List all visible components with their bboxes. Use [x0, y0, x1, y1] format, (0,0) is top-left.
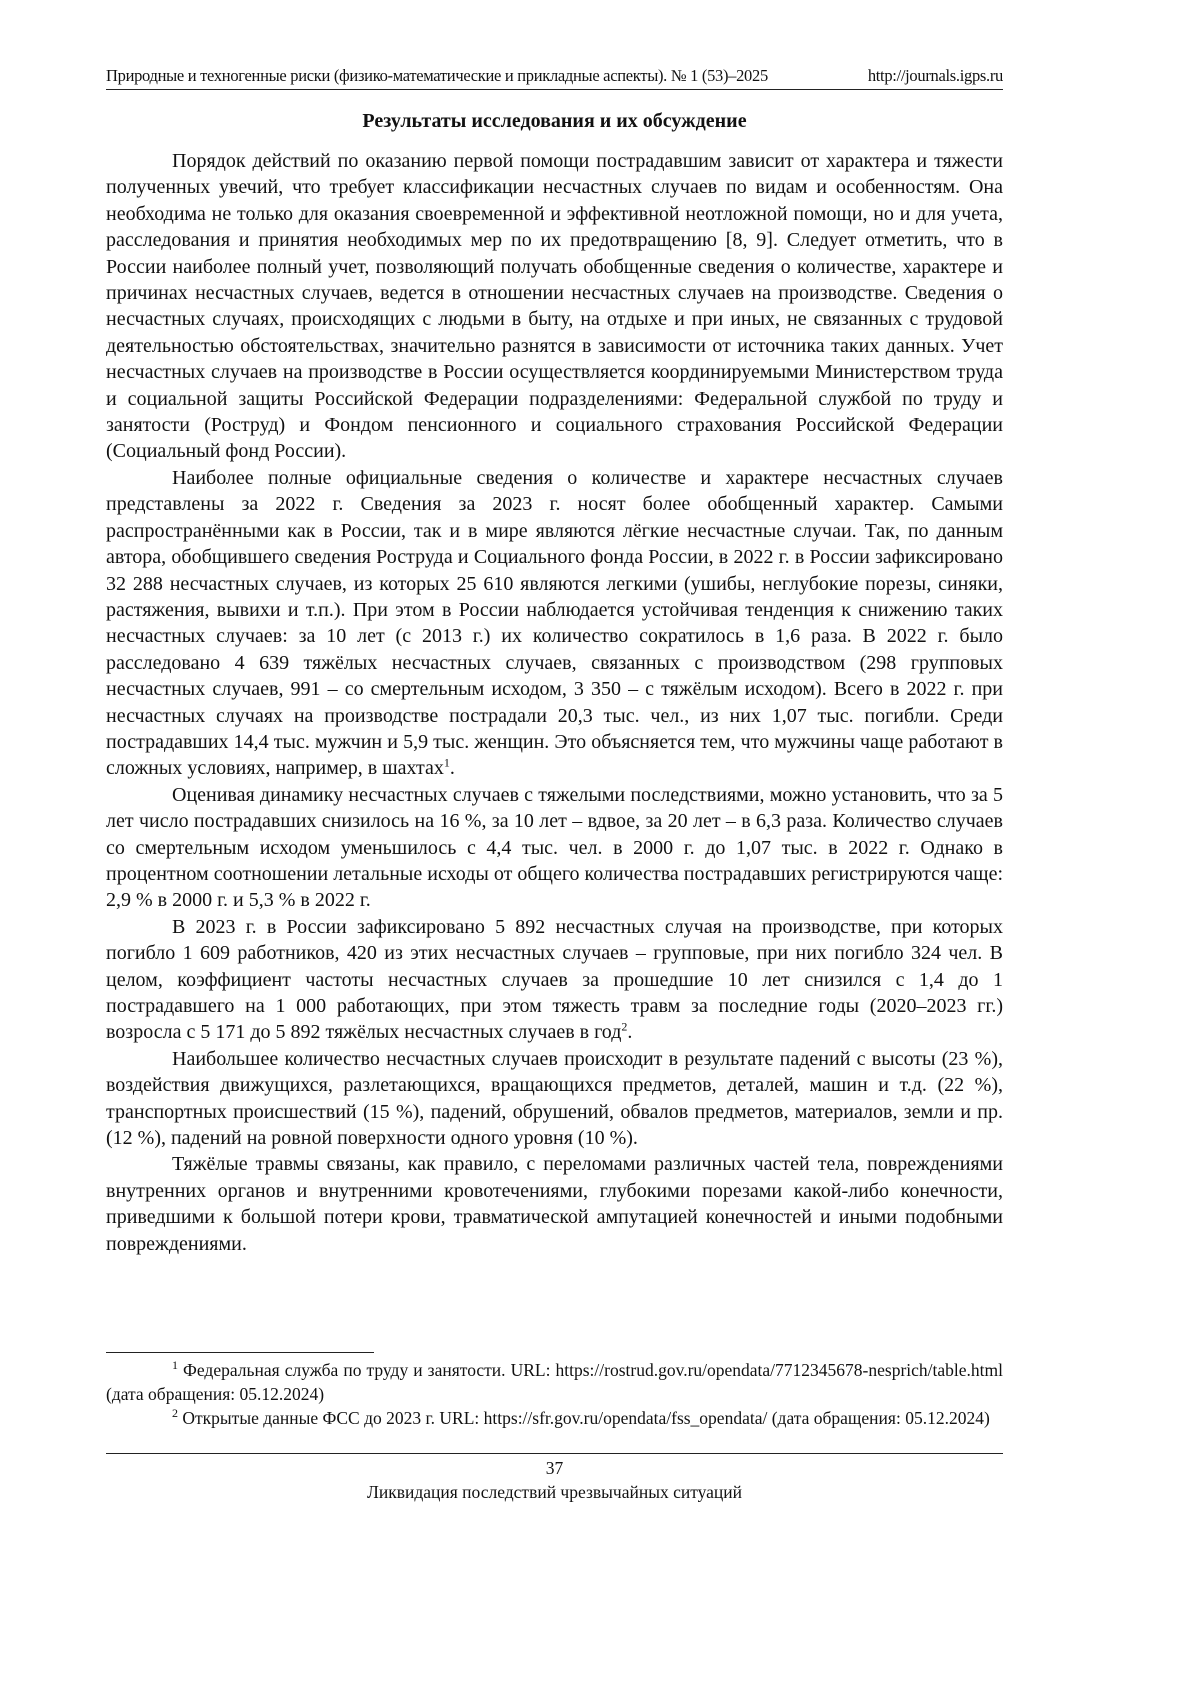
- running-header: [106, 66, 1003, 90]
- journal-title: Природные и техногенные риски (физико-математические и прикладные аспекты). № 1 (53)–2025: [106, 66, 768, 85]
- footnote-ref[interactable]: 1: [443, 755, 450, 770]
- paragraph-tail: .: [627, 1021, 633, 1044]
- page-number: 37: [545, 1458, 564, 1478]
- footnote-text: Открытые данные ФСС до 2023 г. URL: https://sfr.gov.ru/opendata/fss_opendata/ (дата обращения: 05.12.2024): [178, 1408, 990, 1428]
- footnote: [106, 1406, 1003, 1430]
- paragraph-text: Тяжёлые травмы связаны, как правило, с переломами различных частей тела, повреждениями внутренних органов и внутренними кровотечениями, глубокими порезами какой-либо конечности, приведшими к большой потери крови, травматической ампутацией конечностей и иными подобными повреждениями.: [106, 1153, 1003, 1255]
- body-text: [106, 148, 1003, 1257]
- footnote: [106, 1358, 1003, 1406]
- paragraph: [106, 782, 1003, 914]
- footnote-number: 1: [172, 1358, 178, 1373]
- paragraph-text: Порядок действий по оказанию первой помощи пострадавшим зависит от характера и тяжести полученных увечий, что требует классификации несчастных случаев по видам и особенностям. Она необходима не только для оказания своевременной и эффективной неотложной помощи, но и для учета, расследования и принятия необходимых мер по их предотвращению [8, 9]. Следует отметить, что в России наиболее полный учет, позволяющий получать обобщенные сведения о количестве, характере и причинах несчастных случаев, ведется в отношении несчастных случаев на производстве. Сведения о несчастных случаях, происходящих с людьми в быту, на отдыхе и при иных, не связанных с трудовой деятельностью обстоятельствах, значительно разнятся в зависимости от источника таких данных. Учет несчастных случаев на производстве в России осуществляется координируемыми Министерством труда и социальной защиты Российской Федерации подразделениями: Федеральной службой по труду и занятости (Роструд) и Фондом пенсионного и социального страхования Российской Федерации (Социальный фонд России).: [106, 150, 1003, 463]
- footer-section: Ликвидация последствий чрезвычайных ситуаций: [366, 1482, 743, 1502]
- paragraph-text: Наиболее полные официальные сведения о количестве и характере несчастных случаев представлены за 2022 г. Сведения за 2023 г. носят более обобщенный характер. Самыми распространёнными как в России, так и в мире являются лёгкие несчастные случаи. Так, по данным автора, обобщившего сведения Роструда и Социального фонда России, в 2022 г. в России зафиксировано 32 288 несчастных случаев, из которых 25 610 являются легкими (ушибы, неглубокие порезы, синяки, растяжения, вывихи и т.п.). При этом в России наблюдается устойчивая тенденция к снижению таких несчастных случаев: за 10 лет (с 2013 г.) их количество сократилось в 1,6 раза. В 2022 г. было расследовано 4 639 тяжёлых несчастных случаев, связанных с производством (298 групповых несчастных случаев, 991 – со смертельным исходом, 3 350 – с тяжёлым исходом). Всего в 2022 г. при несчастных случаях на производстве пострадали 20,3 тыс. чел., из них 1,07 тыс. погибли. Среди пострадавших 14,4 тыс. мужчин и 5,9 тыс. женщин. Это объясняется тем, что мужчины чаще работают в сложных условиях, например, в шахтах: [106, 466, 1003, 780]
- footnote-ref[interactable]: 2: [621, 1019, 628, 1034]
- paragraph-tail: .: [449, 757, 455, 780]
- page-footer: [106, 1453, 1003, 1504]
- section-title: Результаты исследования и их обсуждение: [362, 110, 747, 132]
- footnote-divider: [106, 1352, 374, 1353]
- paragraph-text: Оценивая динамику несчастных случаев с тяжелыми последствиями, можно установить, что за 5 лет число пострадавших снизилось на 16 %, за 10 лет – вдвое, за 20 лет – в 6,3 раза. Количество случаев со смертельным исходом уменьшилось с 4,4 тыс. чел. в 2000 г. до 1,07 тыс. в 2022 г. Однако в процентном соотношении летальные исходы от общего количества пострадавших регистрируются чаще: 2,9 % в 2000 г. и 5,3 % в 2022 г.: [106, 783, 1003, 912]
- paragraph: [106, 1046, 1003, 1152]
- footnote-number: 2: [172, 1406, 178, 1421]
- paragraph: [106, 914, 1003, 1046]
- paragraph: [106, 465, 1003, 782]
- footnote-text: Федеральная служба по труду и занятости. URL: https://rostrud.gov.ru/opendata/7712345678-nesprich/table.html (дата обращения: 05.12.2024): [106, 1360, 1003, 1404]
- paragraph-text: В 2023 г. в России зафиксировано 5 892 несчастных случая на производстве, при которых погибло 1 609 работников, 420 из этих несчастных случаев – групповые, при них погибло 324 чел. В целом, коэффициент частоты несчастных случаев за прошедшие 10 лет снизился с 1,4 до 1 пострадавшего на 1 000 работающих, при этом тяжесть травм за последние годы (2020–2023 гг.) возросла с 5 171 до 5 892 тяжёлых несчастных случаев в год: [106, 915, 1003, 1044]
- paragraph: [106, 1151, 1003, 1257]
- footnotes: [106, 1358, 1003, 1430]
- paragraph-text: Наибольшее количество несчастных случаев происходит в результате падений с высоты (23 %), воздействия движущихся, разлетающихся, вращающихся предметов, деталей, машин и т.д. (22 %), транспортных происшествий (15 %), падений, обрушений, обвалов предметов, материалов, земли и пр. (12 %), падений на ровной поверхности одного уровня (10 %).: [106, 1047, 1003, 1150]
- paragraph: [106, 148, 1003, 465]
- journal-url[interactable]: http://journals.igps.ru: [867, 66, 1003, 85]
